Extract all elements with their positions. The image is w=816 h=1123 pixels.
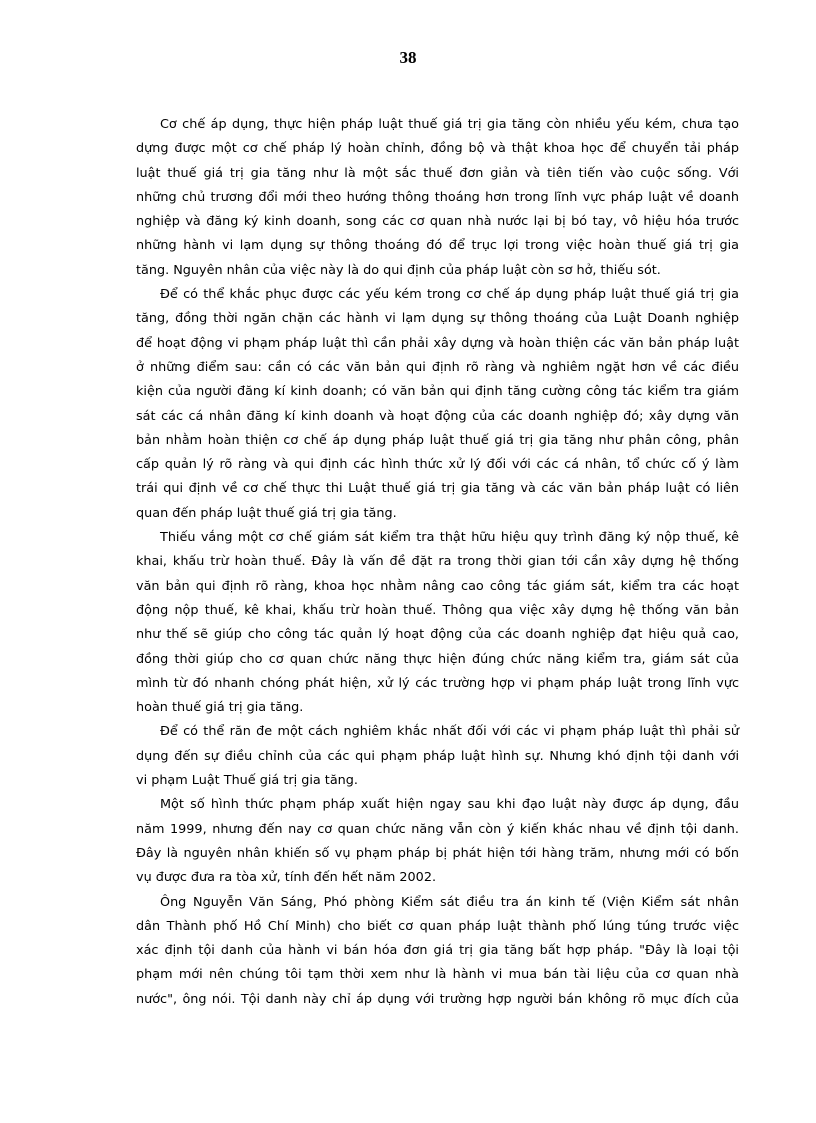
text-line: để hoạt động vi phạm pháp luật thì cần phải xây dựng và hoàn thiện các văn bản pháp luật <box>136 335 739 351</box>
text-line: tăng. Nguyên nhân của việc này là do qui định của pháp luật còn sơ hở, thiếu sót. <box>136 262 661 278</box>
text-line: khai, khấu trừ hoàn thuế. Đây là vấn đề đặt ra trong thời gian tới cần xây dựng hệ thống <box>136 554 739 570</box>
paragraph <box>136 526 739 720</box>
text-line: tăng, đồng thời ngăn chặn các hành vi lạm dụng sự thông thoáng của Luật Doanh nghiệp <box>136 311 739 327</box>
text-line: mình từ đó nhanh chóng phát hiện, xử lý các trường hợp vi phạm pháp luật trong lĩnh vực <box>136 675 739 691</box>
text-line: nghiệp và đăng ký kinh doanh, song các cơ quan nhà nước lại bị bó tay, vô hiệu hóa trước <box>136 214 739 230</box>
text-line: như thế sẽ giúp cho công tác quản lý hoạt động của các doanh nghiệp đạt hiệu quả cao, <box>136 627 739 643</box>
text-line: luật thuế giá trị gia tăng như là một sắc thuế đơn giản và tiên tiến vào cuộc sống. Với <box>136 165 739 181</box>
text-line: dân Thành phố Hồ Chí Minh) cho biết cơ quan pháp luật thành phố lúng túng trước việc <box>136 918 739 934</box>
text-line: hoàn thuế giá trị gia tăng. <box>136 700 304 716</box>
text-line: nước", ông nói. Tội danh này chỉ áp dụng với trường hợp người bán không rõ mục đích của <box>136 991 739 1007</box>
text-line: những chủ trương đổi mới theo hướng thông thoáng hơn trong lĩnh vực pháp luật về doanh <box>136 189 739 205</box>
text-line: quan đến pháp luật thuế giá trị gia tăng. <box>136 505 397 521</box>
text-line: Để có thể khắc phục được các yếu kém trong cơ chế áp dụng pháp luật thuế giá trị gia <box>160 287 739 303</box>
text-line: trái qui định về cơ chế thực thi Luật thuế giá trị gia tăng và các văn bản pháp luật có liên <box>136 481 739 497</box>
paragraph <box>136 720 739 793</box>
paragraph <box>136 113 739 283</box>
text-line: những hành vi lạm dụng sự thông thoáng đó để trục lợi trong việc hoàn thuế giá trị gia <box>136 238 739 254</box>
text-line: Đây là nguyên nhân khiến số vụ phạm pháp bị phát hiện tới hàng trăm, nhưng mới có bốn <box>136 845 739 861</box>
text-line: động nộp thuế, kê khai, khấu trừ hoàn thuế. Thông qua việc xây dựng hệ thống văn bản <box>136 602 739 618</box>
paragraph <box>136 891 739 1012</box>
page-number: 38 <box>399 48 417 67</box>
text-line: vụ được đưa ra tòa xử, tính đến hết năm 2002. <box>136 870 437 886</box>
text-line: Một số hình thức phạm pháp xuất hiện ngay sau khi đạo luật này được áp dụng, đầu <box>160 797 739 813</box>
text-line: đồng thời giúp cho cơ quan chức năng thực hiện đúng chức năng kiểm tra, giám sát của <box>136 651 739 667</box>
text-line: sát các cá nhân đăng kí kinh doanh và hoạt động của các doanh nghiệp đó; xây dựng văn <box>136 408 739 424</box>
text-line: dụng đến sự điều chỉnh của các qui phạm pháp luật hình sự. Nhưng khó định tội danh với <box>136 748 739 764</box>
text-line: Thiếu vắng một cơ chế giám sát kiểm tra thật hữu hiệu quy trình đăng ký nộp thuế, kê <box>160 530 739 546</box>
text-line: phạm mới nên chúng tôi tạm thời xem như là hành vi mua bán tài liệu của cơ quan nhà <box>136 967 739 983</box>
text-line: xác định tội danh của hành vi bán hóa đơn giá trị gia tăng bất hợp pháp. "Đây là loại tội <box>136 943 739 959</box>
text-line: ở những điểm sau: cần có các văn bản qui định rõ ràng và nghiêm ngặt hơn về các điều <box>136 359 739 375</box>
text-line: bản nhằm hoàn thiện cơ chế áp dụng pháp luật thuế giá trị gia tăng như phân công, phân <box>136 432 739 448</box>
body-text <box>136 113 739 1012</box>
text-line: cấp quản lý rõ ràng và qui định các hình thức xử lý đối với các cá nhân, tổ chức cố ý làm <box>136 457 739 473</box>
text-line: vi phạm Luật Thuế giá trị gia tăng. <box>136 773 358 789</box>
text-line: Ông Nguyễn Văn Sáng, Phó phòng Kiểm sát điều tra án kinh tế (Viện Kiểm sát nhân <box>160 894 739 910</box>
paragraph <box>136 283 739 526</box>
text-line: Cơ chế áp dụng, thực hiện pháp luật thuế giá trị gia tăng còn nhiều yếu kém, chưa tạo <box>160 117 739 132</box>
text-line: văn bản qui định rõ ràng, khoa học nhằm nâng cao công tác giám sát, kiểm tra các hoạt <box>136 578 739 594</box>
paragraph <box>136 793 739 890</box>
text-line: năm 1999, nhưng đến nay cơ quan chức năng vẫn còn ý kiến khác nhau về định tội danh. <box>136 821 739 837</box>
text-line: kiện của người đăng kí kinh doanh; có văn bản qui định tăng cường công tác kiểm tra giám <box>136 384 739 400</box>
text-line: dựng được một cơ chế pháp lý hoàn chỉnh, đồng bộ và thật khoa học để chuyển tải pháp <box>136 141 739 157</box>
text-line: Để có thể răn đe một cách nghiêm khắc nhất đối với các vi phạm pháp luật thì phải sử <box>160 724 739 740</box>
